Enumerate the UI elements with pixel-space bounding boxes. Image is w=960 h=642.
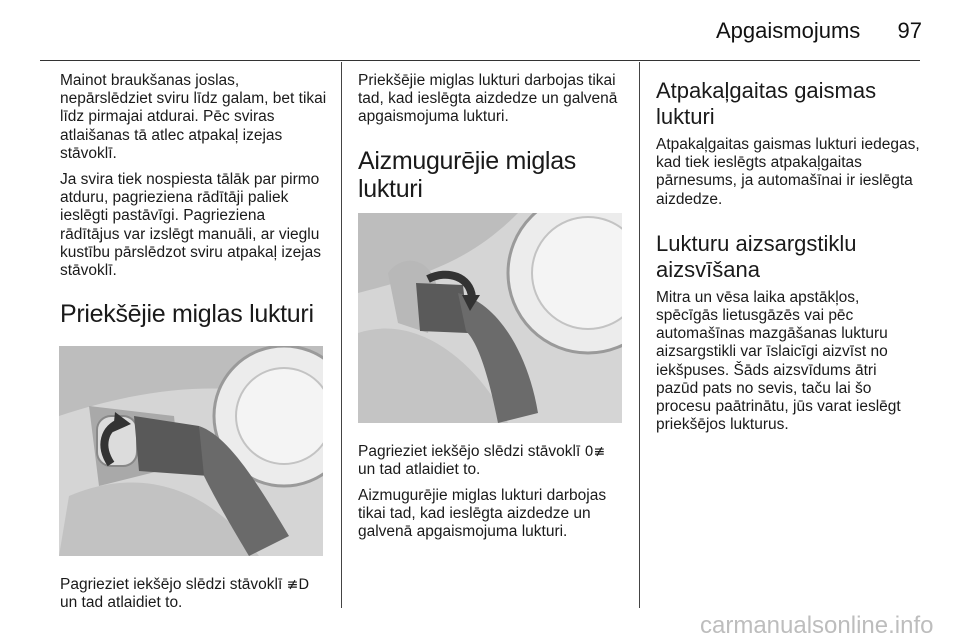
section-heading: Lukturu aizsargstiklu aizsvīšana	[656, 230, 857, 282]
paragraph: Ja svira tiek nospiesta tālāk par pirmo atduru, pagrieziena rādītāji paliek ieslēgti pastāvīgi. Pagrieziena rādītājus var izslēgt manuāli, ar vieglu kustību pārslēdzot sviru atpakaļ izejas stāvoklī.	[60, 171, 322, 280]
paragraph: Atpakaļgaitas gaismas lukturi iedegas, kad tiek ieslēgts atpakaļgaitas pārnesums, ja automašīnai ir ieslēgta aizdedze.	[656, 136, 920, 208]
paragraph: Mainot braukšanas joslas, nepārslēdziet sviru līdz galam, bet tikai līdz pirmajai atdurai. Pēc sviras atlaišanas tā atlec atpakaļ izejas stāvoklī.	[60, 72, 327, 162]
column-3	[656, 72, 922, 442]
paragraph: Priekšējie miglas lukturi darbojas tikai tad, kad ieslēgta aizdedze un galvenā apgaismojuma lukturi.	[358, 72, 618, 126]
column-divider-1	[341, 62, 342, 608]
column-divider-2	[639, 62, 640, 608]
column-2	[358, 72, 624, 550]
page-number: 97	[897, 18, 922, 43]
paragraph: Aizmugurējie miglas lukturi darbojas tikai tad, kad ieslēgta aizdedze un galvenā apgaismojuma lukturi.	[358, 487, 607, 541]
figure-caption: Pagrieziet iekšējo slēdzi stāvoklī ≢D un tad atlaidiet to.	[60, 576, 310, 612]
paragraph: Mitra un vēsa laika apstākļos, spēcīgās lietusgāzēs vai pēc automašīnas mazgāšanas lukturu aizsargstikli var īslaicīgi aizvīst no iekšpuses. Šāds aizsvīdums ātri pazūd pats no sevis, taču lai šo procesu paātrinātu, jūs varat ieslēgt priekšējos lukturus.	[656, 288, 901, 434]
rear-fog-light-switch-illustration	[358, 213, 622, 423]
watermark: carmanualsonline.info	[700, 612, 934, 639]
column-1	[60, 72, 328, 621]
header-divider	[40, 60, 920, 61]
front-fog-light-icon: ≢D	[286, 577, 310, 594]
figure-caption: Pagrieziet iekšējo slēdzi stāvoklī 0≢ un tad atlaidiet to.	[358, 442, 606, 478]
section-title: Apgaismojums	[716, 18, 861, 43]
section-heading: Atpakaļgaitas gaismas lukturi	[656, 78, 877, 129]
rear-fog-light-icon: 0≢	[584, 443, 606, 460]
fog-light-switch-illustration	[59, 346, 323, 556]
section-heading: Aizmugurējie miglas lukturi	[358, 146, 576, 203]
section-heading: Priekšējie miglas lukturi	[60, 300, 314, 329]
